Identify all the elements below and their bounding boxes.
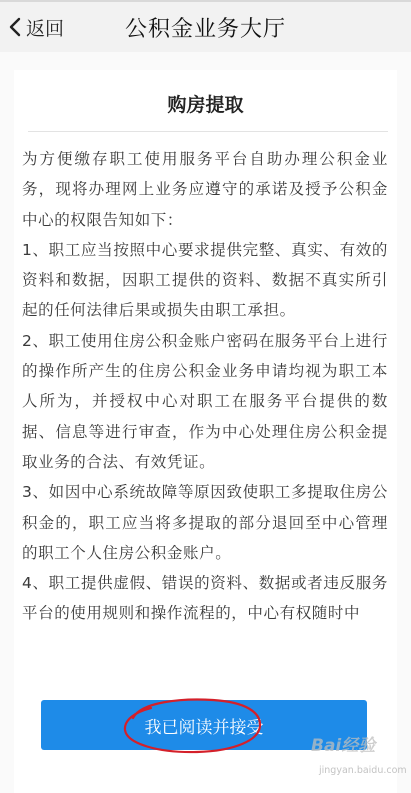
page-title: 公积金业务大厅 [124, 17, 286, 42]
paragraph-item-3: 3、如因中心系统故障等原因致使职工多提取住房公积金的，职工应当将多提取的部分退回至中心管理的职工个人住房公积金账户。 [22, 483, 388, 562]
paragraph-item-2: 2、职工使用住房公积金账户密码在服务平台上进行的操作所产生的住房公积金业务申请均视为职工本人所为，并授权中心对职工在服务平台提供的数据、信息等进行审查，作为中心处理住房公积金提取业务的合法、有效凭证。 [22, 331, 388, 471]
navigation-bar [0, 2, 411, 52]
paragraph-intro: 为方便缴存职工使用服务平台自助办理公积金业务，现将办理网上业务应遵守的承诺及授予公积金中心的权限告知如下： [22, 150, 388, 229]
paragraph-item-1: 1、职工应当按照中心要求提供完整、真实、有效的资料和数据，因职工提供的资料、数据不真实所引起的任何法律后果或损失由职工承担。 [22, 240, 388, 320]
paragraph-item-4: 4、职工提供虚假、错误的资料、数据或者违反服务平台的使用规则和操作流程的，中心有权随时中 [22, 574, 388, 623]
document-title: 购房提取 [167, 94, 244, 116]
watermark [311, 731, 407, 783]
back-label: 返回 [26, 17, 65, 40]
document-card [14, 70, 397, 793]
document-content[interactable] [22, 144, 388, 749]
watermark-brand: Bai经验 [311, 736, 376, 756]
title-divider [28, 131, 388, 132]
accept-button[interactable]: 我已阅读并接受 [41, 700, 367, 750]
watermark-url: jingyan.baidu.com [319, 765, 407, 776]
